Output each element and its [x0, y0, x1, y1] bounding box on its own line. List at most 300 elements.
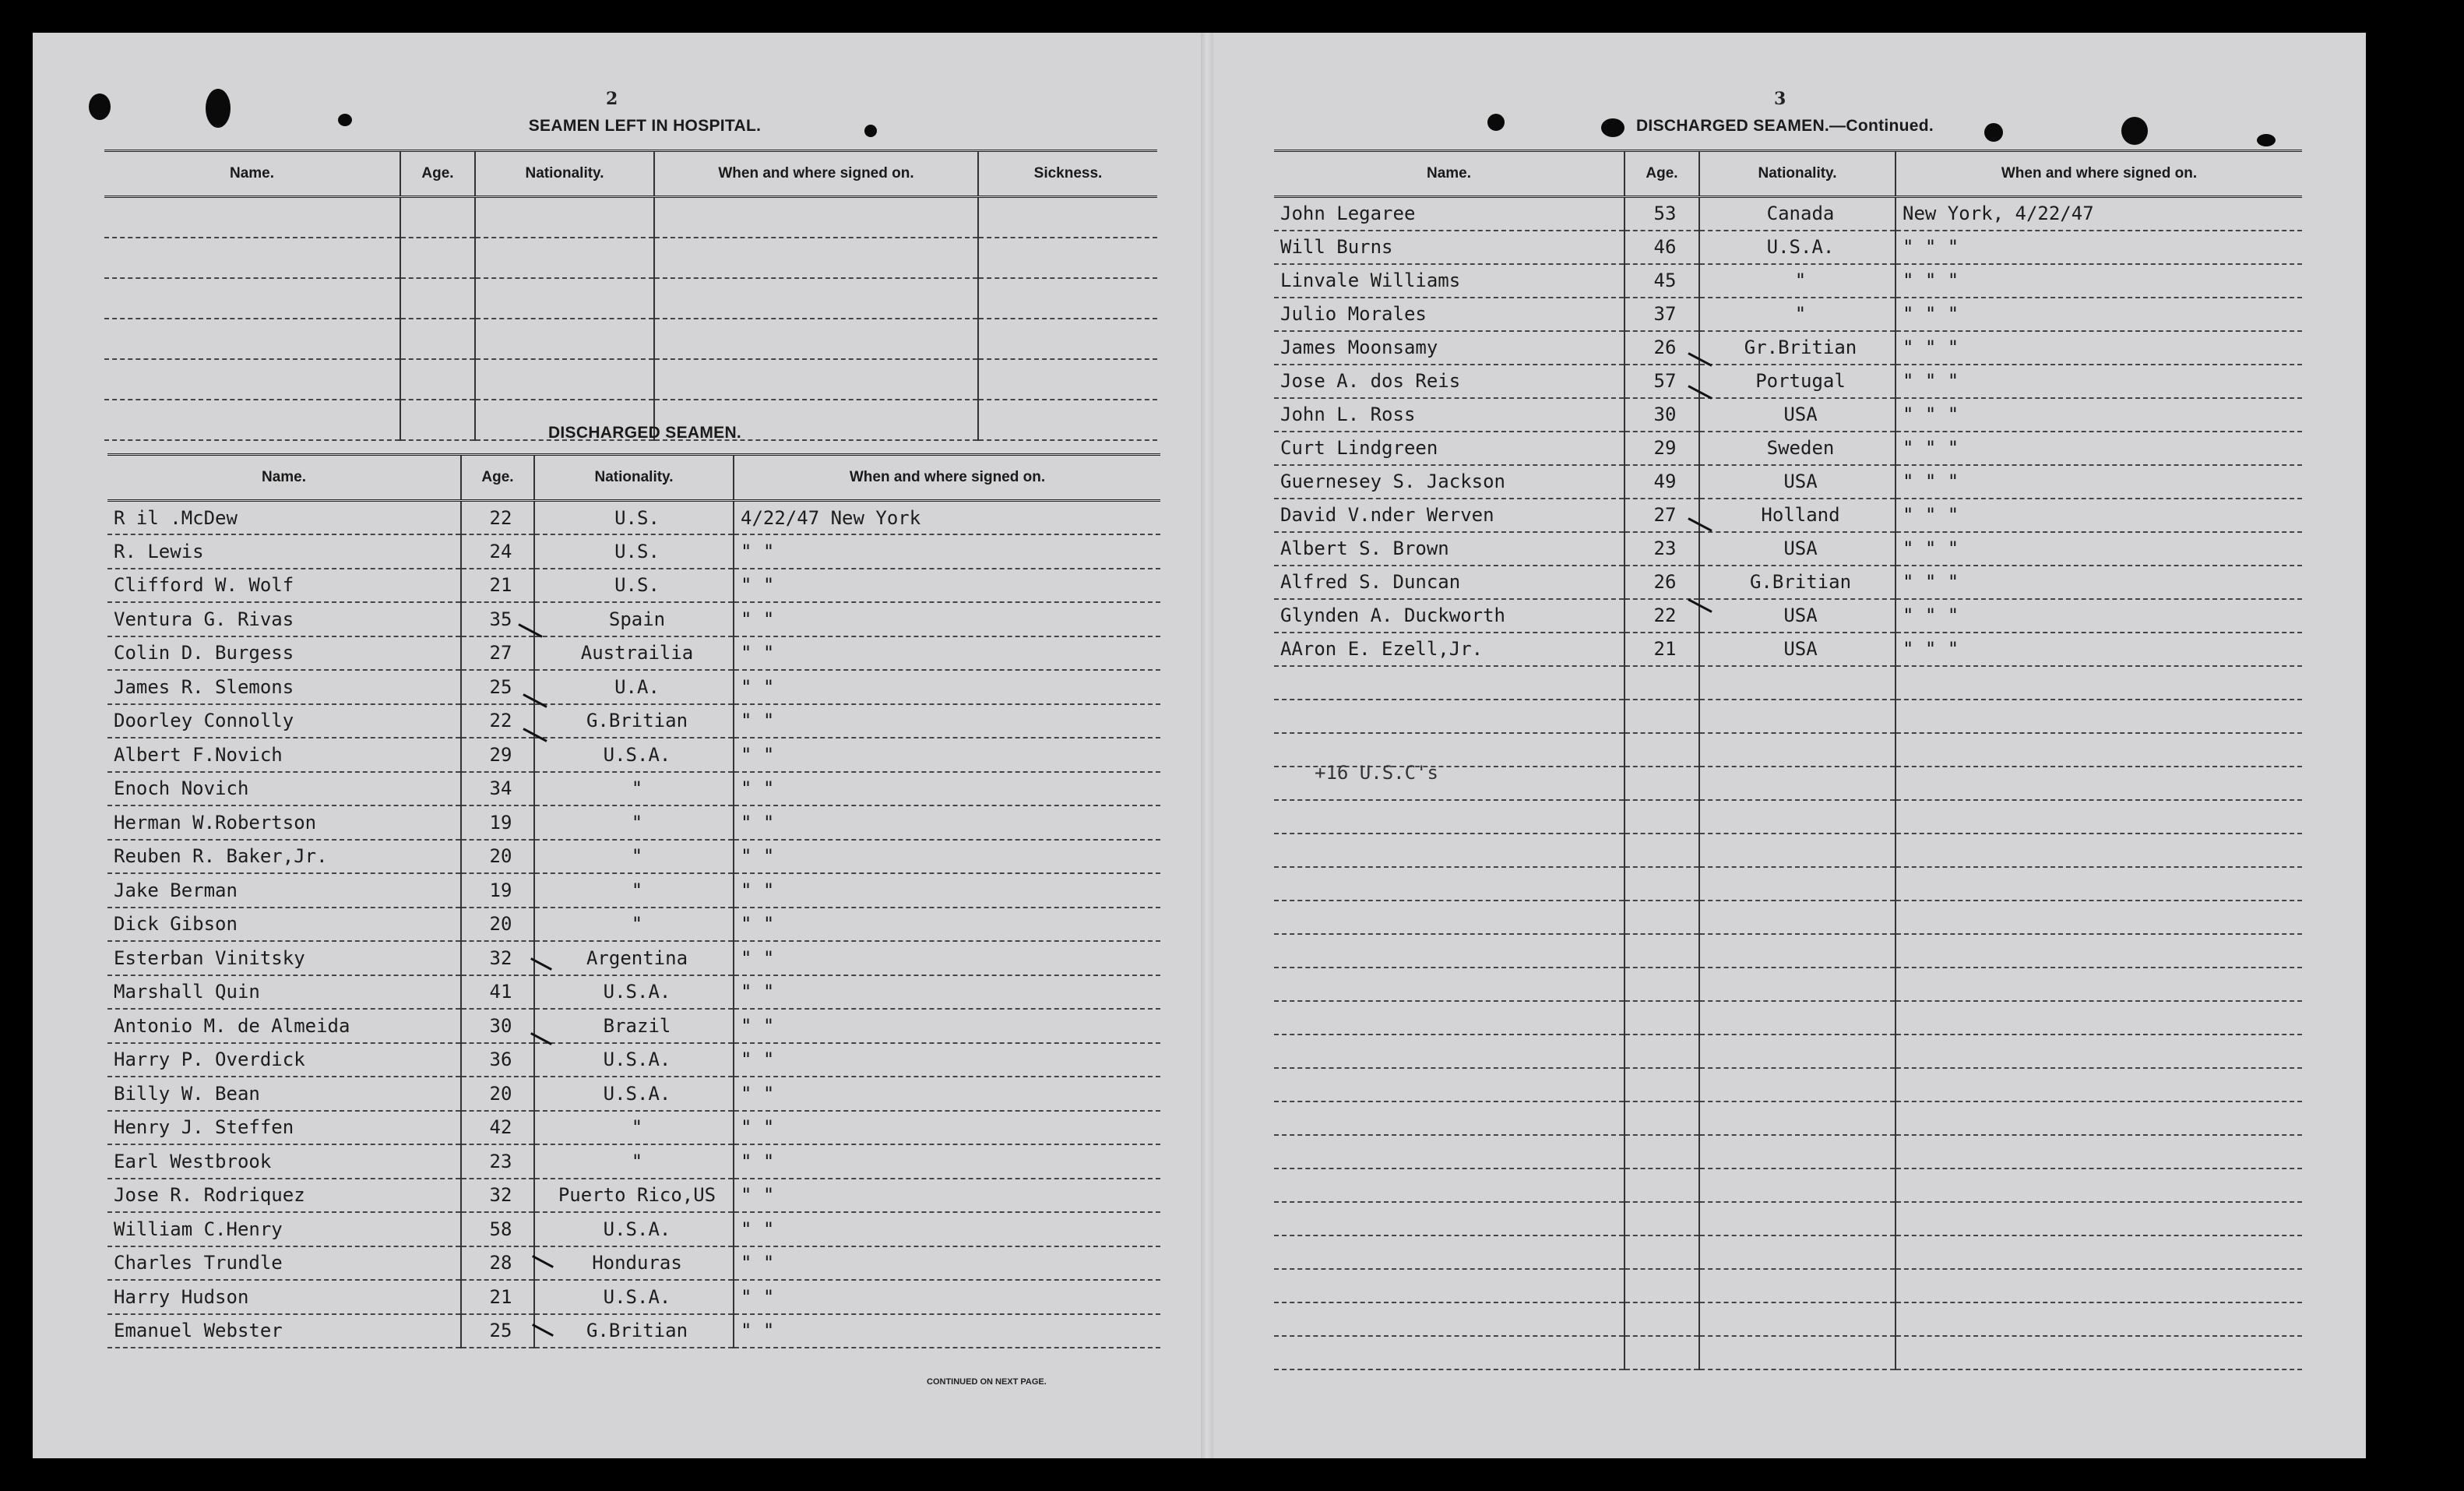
- cell-nationality: USA: [1699, 398, 1896, 432]
- blank-cell: [1699, 1102, 1896, 1135]
- cell-age: 26: [1624, 331, 1699, 365]
- cell-nationality: Spain: [534, 602, 734, 636]
- blank-cell: [1699, 1202, 1896, 1235]
- cell-age: 22: [461, 704, 534, 738]
- cell-name: James R. Slemons: [107, 670, 461, 704]
- cell-age: 28: [461, 1246, 534, 1281]
- cell-name: James Moonsamy: [1274, 331, 1624, 365]
- cell-signed: " " ": [1896, 499, 2302, 532]
- cell-nationality: ": [534, 840, 734, 874]
- blank-cell: [1624, 934, 1699, 968]
- blank-cell: [654, 359, 978, 400]
- table-row: [107, 975, 1160, 1010]
- cell-age: 34: [461, 772, 534, 806]
- cell-nationality: Canada: [1699, 197, 1896, 231]
- blank-cell: [1274, 1102, 1624, 1135]
- cell-nationality: USA: [1699, 532, 1896, 566]
- cell-name: Alfred S. Duncan: [1274, 566, 1624, 599]
- blank-row: [1274, 1102, 2302, 1135]
- cell-age: 20: [461, 908, 534, 942]
- cell-age: 27: [1624, 499, 1699, 532]
- cell-age: 29: [1624, 432, 1699, 465]
- blank-cell: [1624, 834, 1699, 867]
- blank-row: [1274, 934, 2302, 968]
- table-row: [1274, 432, 2302, 465]
- blank-row: [1274, 867, 2302, 901]
- blank-row: [1274, 1068, 2302, 1102]
- cell-signed: " ": [734, 704, 1160, 738]
- cell-age: 32: [461, 1179, 534, 1213]
- table-row: [1274, 532, 2302, 566]
- cell-nationality: U.S.A.: [534, 975, 734, 1010]
- cell-nationality: U.S.: [534, 501, 734, 535]
- blank-cell: [1699, 666, 1896, 700]
- blank-cell: [978, 238, 1157, 278]
- ink-blot: [206, 89, 231, 128]
- blank-cell: [654, 278, 978, 319]
- table-row: [107, 1212, 1160, 1246]
- table-row: [1274, 566, 2302, 599]
- cell-nationality: U.S.A.: [534, 738, 734, 772]
- cell-name: David V.nder Werven: [1274, 499, 1624, 532]
- cell-age: 49: [1624, 465, 1699, 499]
- column-header: Nationality.: [534, 455, 734, 501]
- blank-cell: [1896, 1001, 2302, 1035]
- cell-nationality: Argentina: [534, 941, 734, 975]
- blank-cell: [1274, 1336, 1624, 1369]
- table-row: [107, 1246, 1160, 1281]
- blank-cell: [1624, 1202, 1699, 1235]
- blank-row: [1274, 1168, 2302, 1202]
- blank-cell: [1274, 1001, 1624, 1035]
- blank-cell: [1624, 901, 1699, 934]
- cell-signed: " " ": [1896, 298, 2302, 331]
- blank-cell: [1274, 1168, 1624, 1202]
- discharged-table: [107, 453, 1160, 1348]
- table-row: [107, 1077, 1160, 1111]
- cell-nationality: G.Britian: [534, 704, 734, 738]
- cell-age: 24: [461, 534, 534, 569]
- cell-name: Esterban Vinitsky: [107, 941, 461, 975]
- cell-signed: " " ": [1896, 532, 2302, 566]
- table-row: [107, 1144, 1160, 1179]
- blank-row: [1274, 834, 2302, 867]
- cell-nationality: Austrailia: [534, 636, 734, 671]
- blank-row: [1274, 700, 2302, 733]
- cell-nationality: ": [534, 772, 734, 806]
- blank-cell: [654, 238, 978, 278]
- blank-cell: [104, 278, 400, 319]
- cell-signed: 4/22/47 New York: [734, 501, 1160, 535]
- cell-nationality: U.S.A.: [534, 1212, 734, 1246]
- column-header: Age.: [461, 455, 534, 501]
- cell-nationality: ": [534, 873, 734, 908]
- blank-cell: [1699, 1269, 1896, 1302]
- blank-cell: [654, 197, 978, 238]
- cell-nationality: Brazil: [534, 1009, 734, 1043]
- table-row: [1274, 365, 2302, 398]
- blank-cell: [1896, 1202, 2302, 1235]
- cell-signed: " " ": [1896, 398, 2302, 432]
- cell-name: Colin D. Burgess: [107, 636, 461, 671]
- ink-blot: [2257, 134, 2276, 146]
- blank-cell: [1624, 1269, 1699, 1302]
- cell-age: 25: [461, 670, 534, 704]
- blank-cell: [1699, 1336, 1896, 1369]
- blank-cell: [1274, 1269, 1624, 1302]
- blank-row: [1274, 1302, 2302, 1336]
- cell-name: Harry P. Overdick: [107, 1043, 461, 1077]
- blank-row: [1274, 901, 2302, 934]
- blank-cell: [1274, 968, 1624, 1001]
- blank-cell: [1624, 867, 1699, 901]
- ink-blot: [338, 114, 352, 126]
- column-header: Age.: [1624, 151, 1699, 197]
- cell-signed: " " ": [1896, 264, 2302, 298]
- cell-signed: New York, 4/22/47: [1896, 197, 2302, 231]
- cell-nationality: U.S.A.: [534, 1043, 734, 1077]
- cell-nationality: ": [1699, 264, 1896, 298]
- blank-cell: [1624, 1302, 1699, 1336]
- cell-name: Julio Morales: [1274, 298, 1624, 331]
- cell-name: Ventura G. Rivas: [107, 602, 461, 636]
- table-row: [1274, 499, 2302, 532]
- blank-cell: [1699, 700, 1896, 733]
- cell-age: 22: [1624, 599, 1699, 633]
- blank-row: [104, 278, 1157, 319]
- blank-cell: [400, 359, 475, 400]
- cell-age: 37: [1624, 298, 1699, 331]
- cell-age: 19: [461, 873, 534, 908]
- cell-age: 21: [1624, 633, 1699, 666]
- cell-nationality: Honduras: [534, 1246, 734, 1281]
- cell-signed: " " ": [1896, 599, 2302, 633]
- blank-cell: [1274, 1135, 1624, 1168]
- column-header: Name.: [104, 151, 400, 197]
- cell-signed: " " ": [1896, 331, 2302, 365]
- cell-age: 30: [1624, 398, 1699, 432]
- blank-cell: [1896, 1035, 2302, 1068]
- cell-age: 27: [461, 636, 534, 671]
- cell-signed: " ": [734, 534, 1160, 569]
- blank-cell: [1624, 1135, 1699, 1168]
- document-sheet: [33, 33, 2366, 1458]
- continued-title: DISCHARGED SEAMEN.—Continued.: [1635, 117, 1934, 135]
- cell-nationality: G.Britian: [1699, 566, 1896, 599]
- column-header: Nationality.: [475, 151, 654, 197]
- blank-cell: [1274, 1235, 1624, 1269]
- cell-nationality: USA: [1699, 633, 1896, 666]
- cell-name: Glynden A. Duckworth: [1274, 599, 1624, 633]
- blank-cell: [1624, 700, 1699, 733]
- blank-cell: [1274, 666, 1624, 700]
- table-row: [107, 636, 1160, 671]
- blank-cell: [475, 359, 654, 400]
- cell-nationality: USA: [1699, 599, 1896, 633]
- cell-nationality: Portugal: [1699, 365, 1896, 398]
- cell-name: Charles Trundle: [107, 1246, 461, 1281]
- cell-signed: " ": [734, 805, 1160, 840]
- table-row: [107, 873, 1160, 908]
- cell-nationality: Puerto Rico,US: [534, 1179, 734, 1213]
- cell-age: 26: [1624, 566, 1699, 599]
- blank-cell: [1274, 700, 1624, 733]
- cell-signed: " ": [734, 975, 1160, 1010]
- cell-nationality: ": [534, 1111, 734, 1145]
- table-row: [107, 1009, 1160, 1043]
- table-row: [107, 805, 1160, 840]
- blank-cell: [1896, 901, 2302, 934]
- cell-name: Guernesey S. Jackson: [1274, 465, 1624, 499]
- blank-cell: [1699, 1302, 1896, 1336]
- blank-row: [104, 359, 1157, 400]
- cell-signed: " ": [734, 738, 1160, 772]
- cell-age: 29: [461, 738, 534, 772]
- cell-nationality: ": [534, 908, 734, 942]
- cell-nationality: U.S.A.: [1699, 231, 1896, 264]
- blank-row: [1274, 1336, 2302, 1369]
- blank-cell: [1896, 733, 2302, 767]
- cell-age: 53: [1624, 197, 1699, 231]
- table-row: [107, 738, 1160, 772]
- blank-cell: [1896, 1135, 2302, 1168]
- cell-name: Henry J. Steffen: [107, 1111, 461, 1145]
- blank-cell: [1274, 1302, 1624, 1336]
- column-header: Sickness.: [978, 151, 1157, 197]
- table-row: [107, 602, 1160, 636]
- table-row: [1274, 231, 2302, 264]
- blank-cell: [1624, 1001, 1699, 1035]
- blank-cell: [104, 359, 400, 400]
- blank-cell: [1624, 1102, 1699, 1135]
- blank-row: [1274, 1202, 2302, 1235]
- blank-row: [1274, 1269, 2302, 1302]
- blank-cell: [654, 319, 978, 359]
- cell-signed: " ": [734, 1077, 1160, 1111]
- column-header: When and where signed on.: [1896, 151, 2302, 197]
- cell-age: 35: [461, 602, 534, 636]
- cell-name: Curt Lindgreen: [1274, 432, 1624, 465]
- cell-name: Billy W. Bean: [107, 1077, 461, 1111]
- cell-signed: " ": [734, 1043, 1160, 1077]
- column-header: When and where signed on.: [734, 455, 1160, 501]
- cell-name: Dick Gibson: [107, 908, 461, 942]
- cell-signed: " " ": [1896, 231, 2302, 264]
- ink-blot: [89, 93, 111, 120]
- cell-signed: " ": [734, 636, 1160, 671]
- table-row: [107, 908, 1160, 942]
- table-row: [107, 1280, 1160, 1314]
- blank-cell: [104, 319, 400, 359]
- cell-signed: " ": [734, 569, 1160, 603]
- ink-blot: [864, 125, 877, 137]
- column-header: Age.: [400, 151, 475, 197]
- table-row: [1274, 197, 2302, 231]
- cell-nationality: Sweden: [1699, 432, 1896, 465]
- cell-age: 32: [461, 941, 534, 975]
- blank-cell: [400, 278, 475, 319]
- blank-cell: [1624, 666, 1699, 700]
- blank-cell: [1624, 1336, 1699, 1369]
- cell-nationality: Gr.Britian: [1699, 331, 1896, 365]
- column-header: Name.: [107, 455, 461, 501]
- blank-row: [104, 319, 1157, 359]
- cell-nationality: U.S.A.: [534, 1077, 734, 1111]
- cell-age: 23: [461, 1144, 534, 1179]
- cell-name: William C.Henry: [107, 1212, 461, 1246]
- cell-age: 45: [1624, 264, 1699, 298]
- cell-nationality: U.A.: [534, 670, 734, 704]
- blank-cell: [1896, 1269, 2302, 1302]
- ink-blot: [1487, 114, 1505, 131]
- cell-name: Jose A. dos Reis: [1274, 365, 1624, 398]
- table-row: [1274, 633, 2302, 666]
- blank-cell: [1699, 968, 1896, 1001]
- cell-name: AAron E. Ezell,Jr.: [1274, 633, 1624, 666]
- blank-cell: [1896, 968, 2302, 1001]
- table-row: [1274, 331, 2302, 365]
- blank-cell: [978, 278, 1157, 319]
- blank-cell: [1699, 901, 1896, 934]
- blank-row: [1274, 800, 2302, 834]
- cell-age: 36: [461, 1043, 534, 1077]
- cell-signed: " ": [734, 1179, 1160, 1213]
- column-header: Name.: [1274, 151, 1624, 197]
- cell-name: Doorley Connolly: [107, 704, 461, 738]
- handwritten-annotation: +16 U.S.C's: [1315, 762, 1438, 784]
- cell-name: Reuben R. Baker,Jr.: [107, 840, 461, 874]
- cell-signed: " ": [734, 602, 1160, 636]
- cell-signed: " ": [734, 941, 1160, 975]
- blank-cell: [978, 319, 1157, 359]
- blank-cell: [978, 359, 1157, 400]
- blank-cell: [1699, 1168, 1896, 1202]
- page-fold: [1201, 33, 1213, 1458]
- cell-name: Linvale Williams: [1274, 264, 1624, 298]
- blank-row: [1274, 1035, 2302, 1068]
- cell-nationality: Holland: [1699, 499, 1896, 532]
- blank-cell: [1624, 1035, 1699, 1068]
- cell-age: 42: [461, 1111, 534, 1145]
- cell-age: 19: [461, 805, 534, 840]
- blank-cell: [475, 197, 654, 238]
- cell-name: Enoch Novich: [107, 772, 461, 806]
- cell-name: John L. Ross: [1274, 398, 1624, 432]
- cell-nationality: G.Britian: [534, 1314, 734, 1348]
- cell-name: Harry Hudson: [107, 1280, 461, 1314]
- cell-name: R. Lewis: [107, 534, 461, 569]
- blank-cell: [1699, 800, 1896, 834]
- table-row: [1274, 398, 2302, 432]
- cell-nationality: USA: [1699, 465, 1896, 499]
- table-row: [107, 569, 1160, 603]
- blank-cell: [1699, 1135, 1896, 1168]
- table-row: [107, 501, 1160, 535]
- cell-nationality: U.S.A.: [534, 1280, 734, 1314]
- cell-age: 30: [461, 1009, 534, 1043]
- continued-table: [1274, 150, 2302, 1370]
- cell-signed: " " ": [1896, 633, 2302, 666]
- blank-cell: [475, 278, 654, 319]
- blank-cell: [1896, 867, 2302, 901]
- table-row: [107, 840, 1160, 874]
- blank-cell: [1896, 1102, 2302, 1135]
- cell-nationality: U.S.: [534, 534, 734, 569]
- blank-cell: [1699, 834, 1896, 867]
- table-row: [1274, 264, 2302, 298]
- table-row: [107, 1043, 1160, 1077]
- cell-name: Will Burns: [1274, 231, 1624, 264]
- blank-cell: [1624, 800, 1699, 834]
- table-row: [107, 1179, 1160, 1213]
- cell-signed: " " ": [1896, 566, 2302, 599]
- blank-cell: [1274, 1035, 1624, 1068]
- cell-age: 20: [461, 1077, 534, 1111]
- blank-cell: [1624, 1235, 1699, 1269]
- cell-signed: " " ": [1896, 365, 2302, 398]
- table-row: [107, 534, 1160, 569]
- blank-cell: [1699, 733, 1896, 767]
- cell-age: 46: [1624, 231, 1699, 264]
- cell-age: 25: [461, 1314, 534, 1348]
- cell-signed: " ": [734, 1009, 1160, 1043]
- blank-cell: [1624, 767, 1699, 800]
- blank-row: [1274, 1135, 2302, 1168]
- cell-age: 57: [1624, 365, 1699, 398]
- blank-row: [104, 197, 1157, 238]
- blank-cell: [1624, 733, 1699, 767]
- cell-nationality: ": [534, 1144, 734, 1179]
- cell-nationality: ": [534, 805, 734, 840]
- cell-name: Albert S. Brown: [1274, 532, 1624, 566]
- blank-cell: [1699, 1035, 1896, 1068]
- cell-age: 21: [461, 1280, 534, 1314]
- hospital-table: [104, 150, 1157, 441]
- blank-cell: [1624, 1068, 1699, 1102]
- cell-name: Jose R. Rodriquez: [107, 1179, 461, 1213]
- blank-cell: [1896, 934, 2302, 968]
- blank-cell: [104, 238, 400, 278]
- blank-cell: [1274, 934, 1624, 968]
- blank-cell: [1699, 1235, 1896, 1269]
- blank-cell: [1896, 1235, 2302, 1269]
- blank-cell: [400, 238, 475, 278]
- hospital-title: SEAMEN LEFT IN HOSPITAL.: [528, 117, 762, 135]
- blank-cell: [1624, 968, 1699, 1001]
- blank-cell: [1896, 800, 2302, 834]
- cell-name: Albert F.Novich: [107, 738, 461, 772]
- cell-nationality: U.S.: [534, 569, 734, 603]
- cell-signed: " ": [734, 1280, 1160, 1314]
- blank-cell: [1896, 1068, 2302, 1102]
- table-row: [107, 941, 1160, 975]
- cell-age: 22: [461, 501, 534, 535]
- blank-cell: [104, 197, 400, 238]
- blank-cell: [978, 197, 1157, 238]
- table-row: [1274, 465, 2302, 499]
- cell-name: Antonio M. de Almeida: [107, 1009, 461, 1043]
- blank-cell: [1699, 767, 1896, 800]
- blank-cell: [1896, 666, 2302, 700]
- ink-blot: [1984, 123, 2003, 142]
- cell-name: Marshall Quin: [107, 975, 461, 1010]
- cell-name: Herman W.Robertson: [107, 805, 461, 840]
- blank-cell: [1624, 1168, 1699, 1202]
- blank-cell: [1274, 867, 1624, 901]
- cell-signed: " ": [734, 1111, 1160, 1145]
- cell-name: R il .McDew: [107, 501, 461, 535]
- continued-footnote: CONTINUED ON NEXT PAGE.: [927, 1377, 1047, 1387]
